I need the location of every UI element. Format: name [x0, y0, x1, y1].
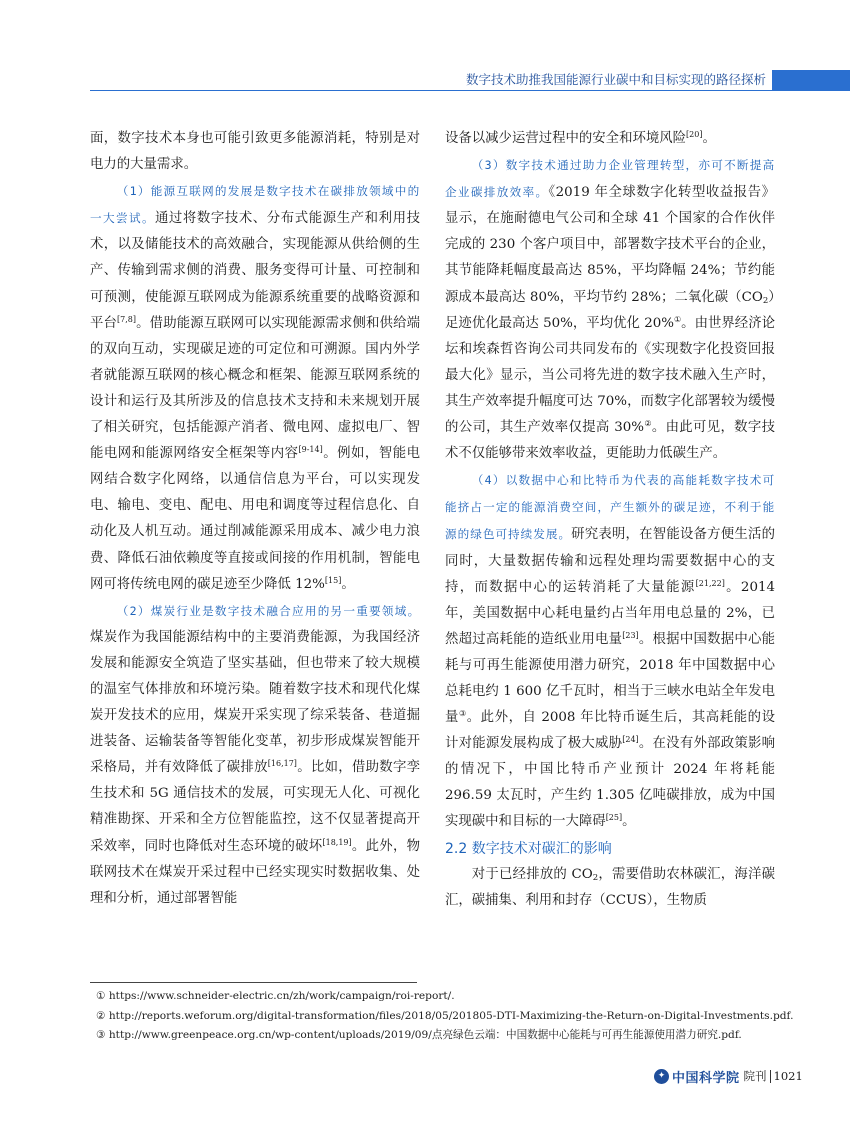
- paragraph: [90, 598, 420, 912]
- paragraph-lead: （4）以数据中心和比特币为代表的高能耗数字技术可能挤占一定的能源消费空间，产生额外的碳足迹，不利于能源的绿色可持续发展。: [445, 473, 775, 542]
- text-run: 。: [702, 131, 716, 146]
- text-run: 研究表明，在智能设备方便生活的同时，大量数据传输和远程处理均需要数据中心的支持，而数据中心的运转消耗了大量能源: [445, 527, 775, 595]
- text-run: 。此外，物联网技术在煤炭开采过程中已经实现实时数据收集、处理和分析，通过部署智能: [90, 838, 421, 906]
- footnote-3: ③ http://www.greenpeace.org.cn/wp-content/uploads/2019/09/点亮绿色云端：中国数据中心能耗与可再生能源使用潜力研究.pdf.: [96, 1029, 742, 1041]
- subscript: 2: [762, 295, 769, 306]
- text-run: ，需要借助农林碳汇，海洋碳汇，碳捕集、利用和封存（CCUS），生物质: [445, 866, 776, 908]
- text-run: 。比如，借助数字孪生技术和 5G 通信技术的发展，可实现无人化、可视化精准勘探、开采和全方位智能监控，这不仅显著提高开采效率，同时也降低对生态环境的破坏: [90, 760, 421, 854]
- citation-ref: [18,19]: [322, 837, 352, 847]
- text-run: 。由世界经济论坛和埃森哲咨询公司共同发布的《实现数字化投资回报最大化》显示，当公司将先进的数字技术融入生产时，其生产效率提升幅度可达 70%，而数字化部署较为缓慢的公司，其生产效率仅提高 30%: [445, 315, 775, 436]
- citation-ref: ③: [458, 709, 467, 719]
- page-number: 1021: [773, 1069, 803, 1083]
- paragraph-lead: （1）能源互联网的发展是数字技术在碳排放领域中的一大尝试。: [90, 184, 420, 226]
- footer-separator: [770, 1070, 771, 1083]
- subscript: 2: [592, 872, 599, 883]
- footnote-2: ② http://reports.weforum.org/digital-transformation/files/2018/05/201805-DTI-Maximizing-the-Return-on-Digital-Investments.pdf.: [96, 1009, 794, 1022]
- paragraph: [445, 152, 775, 467]
- citation-ref: [20]: [686, 130, 703, 139]
- text-run: 煤炭作为我国能源结构中的主要消费能源，为我国经济发展和能源安全筑造了坚实基础，但也带来了较大规模的温室气体排放和环境污染。随着数字技术和现代化煤炭开发技术的应用，煤炭开采实现了综采装备、巷道掘进装备、运输装备等智能化变革，初步形成煤炭智能开采格局，并有效降低了碳排放: [90, 629, 420, 776]
- running-title: 数字技术助推我国能源行业碳中和目标实现的路径探析: [466, 72, 767, 87]
- header-bar: [772, 70, 850, 90]
- paragraph-lead: （2）煤炭行业是数字技术融合应用的另一重要领域。: [116, 603, 420, 618]
- journal-name: 院刊: [743, 1069, 767, 1083]
- footnote-rule: [90, 982, 417, 983]
- left-column: [90, 126, 420, 912]
- citation-ref: [21,22]: [695, 578, 725, 588]
- text-run: 设备以减少运营过程中的安全和环境风险: [445, 131, 687, 146]
- paragraph: [445, 467, 775, 835]
- citation-ref: [16,17]: [267, 759, 297, 769]
- text-run: 。: [341, 576, 355, 592]
- paragraph: [90, 126, 420, 178]
- citation-ref: [7,8]: [117, 314, 137, 324]
- text-run: 。例如，智能电网结合数字化网络，以通信信息为平台，可以实现发电、输电、变电、配电、用电和调度等过程信息化、自动化及人机互动。通过削减能源采用成本、减少电力浪费、降低石油依赖度等直接或间接的作用机制，智能电网可将传统电网的碳足迹至少降低 12%: [90, 446, 421, 592]
- text-run: 《2019 年全球数字化转型收益报告》显示，在施耐德电气公司和全球 41 个国家的合作伙伴完成的 230 个客户项目中，部署数字技术平台的企业，其节能降耗幅度最高达 85%，平均降幅 24%；节约能源成本最高达 80%，平均节约 28%；二氧化碳（CO: [445, 185, 775, 305]
- journal-logo-text: 中国科学院: [672, 1070, 740, 1086]
- text-run: 。由此可见，数字技术不仅能够带来效率收益，更能助力低碳生产。: [445, 420, 776, 462]
- right-column: [445, 126, 775, 914]
- paragraph: [90, 178, 420, 598]
- text-run: 。在没有外部政策影响的情况下，中国比特币产业预计 2024 年将耗能 296.59 太瓦时，产生约 1.305 亿吨碳排放，成为中国实现碳中和目标的一大障碍: [445, 736, 776, 830]
- text-run: 。借助能源互联网可以实现能源需求侧和供给端的双向互动，实现碳足迹的可定位和可溯源。国内外学者就能源互联网的核心概念和框架、能源互联网系统的设计和运行及其所涉及的信息技术支持和未来规划开展了相关研究，包括能源产消者、微电网、虚拟电厂、智能电网和能源网络安全框架等内容: [90, 315, 420, 462]
- text-run: ）足迹优化最高达 50%，平均优化 20%: [445, 289, 775, 331]
- citation-ref: [25]: [605, 813, 623, 823]
- page-footer: [654, 1066, 803, 1086]
- paragraph-lead: （3）数字技术通过助力企业管理转型，亦可不断提高企业碳排放效率。: [445, 158, 775, 200]
- citation-ref: ①: [673, 314, 682, 324]
- paragraph-text: 面，数字技术本身也可能引致更多能源消耗，特别是对电力的大量需求。: [90, 131, 420, 173]
- citation-ref: [9-14]: [298, 445, 323, 455]
- text-run: 。2014 年，美国数据中心耗电量约占当年用电总量的 2%，已然超过高耗能的造纸业用电量: [445, 579, 776, 647]
- citation-ref: ②: [644, 419, 652, 429]
- paragraph: [445, 862, 775, 914]
- footnotes: [96, 987, 816, 1046]
- text-run: 对于已经排放的 CO: [471, 866, 593, 882]
- text-run: 。: [622, 814, 636, 830]
- cas-logo-icon: ✦: [654, 1069, 669, 1084]
- paragraph: [445, 126, 775, 152]
- header-rule: [90, 90, 850, 91]
- section-heading: 2.2 数字技术对碳汇的影响: [445, 840, 612, 857]
- text-run: 。根据中国数据中心能耗与可再生能源使用潜力研究，2018 年中国数据中心总耗电约 1 600 亿千瓦时，相当于三峡水电站全年发电量: [445, 631, 776, 726]
- text-run: 。此外，自 2008 年比特币诞生后，其高耗能的设计对能源发展构成了极大威胁: [445, 710, 776, 752]
- footnote-1: ① https://www.schneider-electric.cn/zh/work/campaign/roi-report/.: [96, 990, 455, 1002]
- citation-ref: [15]: [324, 575, 342, 585]
- text-run: 通过将数字技术、分布式能源生产和利用技术，以及储能技术的高效融合，实现能源从供给侧的生产、传输到需求侧的消费、服务变得可计量、可控制和可预测，使能源互联网成为能源系统重要的战略资源和平台: [90, 211, 420, 331]
- citation-ref: [23]: [622, 630, 639, 640]
- citation-ref: [24]: [622, 735, 639, 745]
